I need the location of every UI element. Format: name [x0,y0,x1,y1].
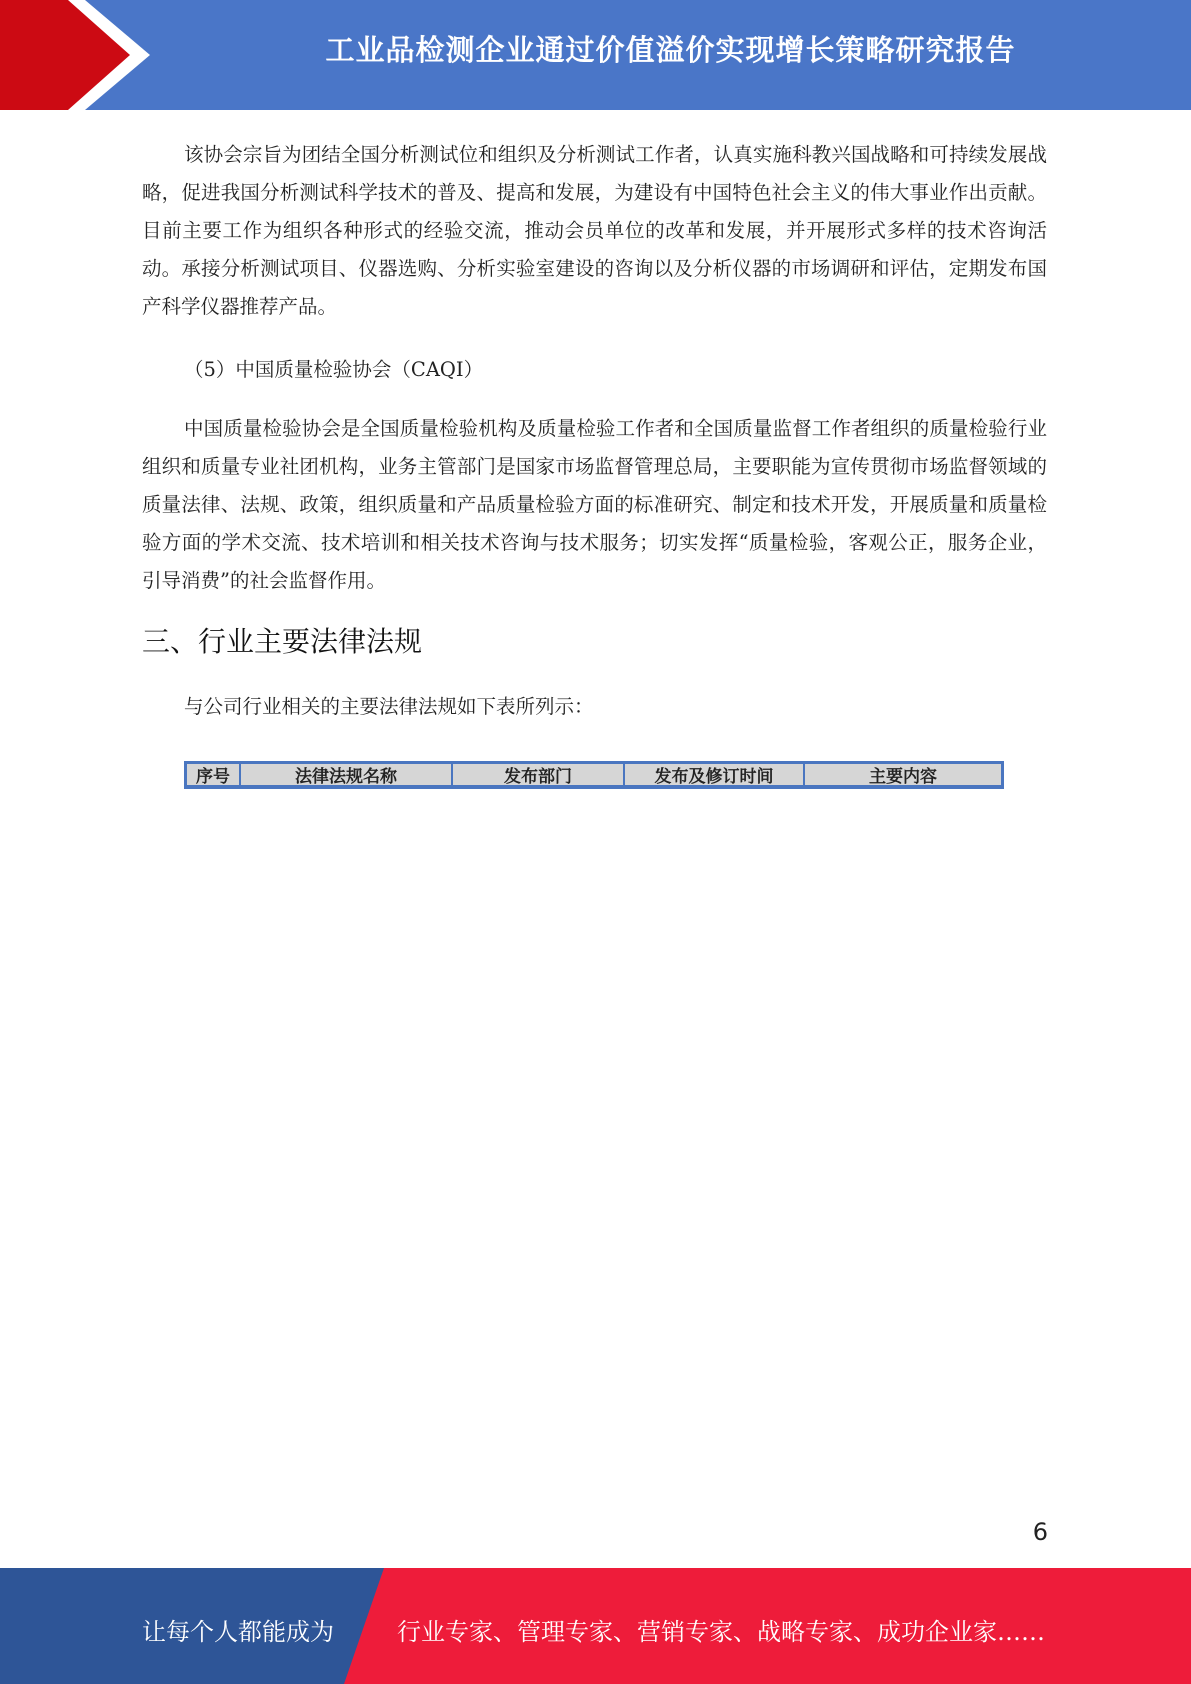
report-title: 工业品检测企业通过价值溢价实现增长策略研究报告 [325,33,1016,67]
page-number: 6 [1032,1518,1048,1546]
table-header-cell: 主要内容 [869,767,937,787]
page-header [0,0,1191,110]
table-header-cell: 发布部门 [453,764,625,785]
subheading-caqi: （5）中国质量检验协会（CAQI） [184,358,484,381]
table-header-cell: 序号 [187,764,241,785]
footer-slogan-left: 让每个人都能成为 [142,1618,334,1646]
page-footer [0,1568,1191,1684]
paragraph-association-purpose: 该协会宗旨为团结全国分析测试位和组织及分析测试工作者，认真实施科教兴国战略和可持续发展战略，促进我国分析测试科学技术的普及、提高和发展，为建设有中国特色社会主义的伟大事业作出贡献。目前主要工作为组织各种形式的经验交流，推动会员单位的改革和发展，并开展形式多样的技术咨询活动。承接分析测试项目、仪器选购、分析实验室建设的咨询以及分析仪器的市场调研和评估，定期发布国产科学仪器推荐产品。 [142,143,1047,318]
footer-slogan-right: 行业专家、管理专家、营销专家、战略专家、成功企业家…… [397,1618,1045,1646]
paragraph-caqi-description: 中国质量检验协会是全国质量检验机构及质量检验工作者和全国质量监督工作者组织的质量检验行业组织和质量专业社团机构，业务主管部门是国家市场监督管理总局，主要职能为宣传贯彻市场监督领域的质量法律、法规、政策，组织质量和产品质量检验方面的标准研究、制定和技术开发，开展质量和质量检验方面的学术交流、技术培训和相关技术咨询与技术服务；切实发挥“质量检验，客观公正，服务企业，引导消费”的社会监督作用。 [142,417,1047,592]
table-header-cell: 法律法规名称 [241,764,453,785]
paragraph-table-intro: 与公司行业相关的主要法律法规如下表所列示： [184,695,594,718]
laws-table-header [184,761,1004,789]
section-title: 三、行业主要法律法规 [142,625,423,658]
table-header-cell: 发布及修订时间 [625,764,805,785]
